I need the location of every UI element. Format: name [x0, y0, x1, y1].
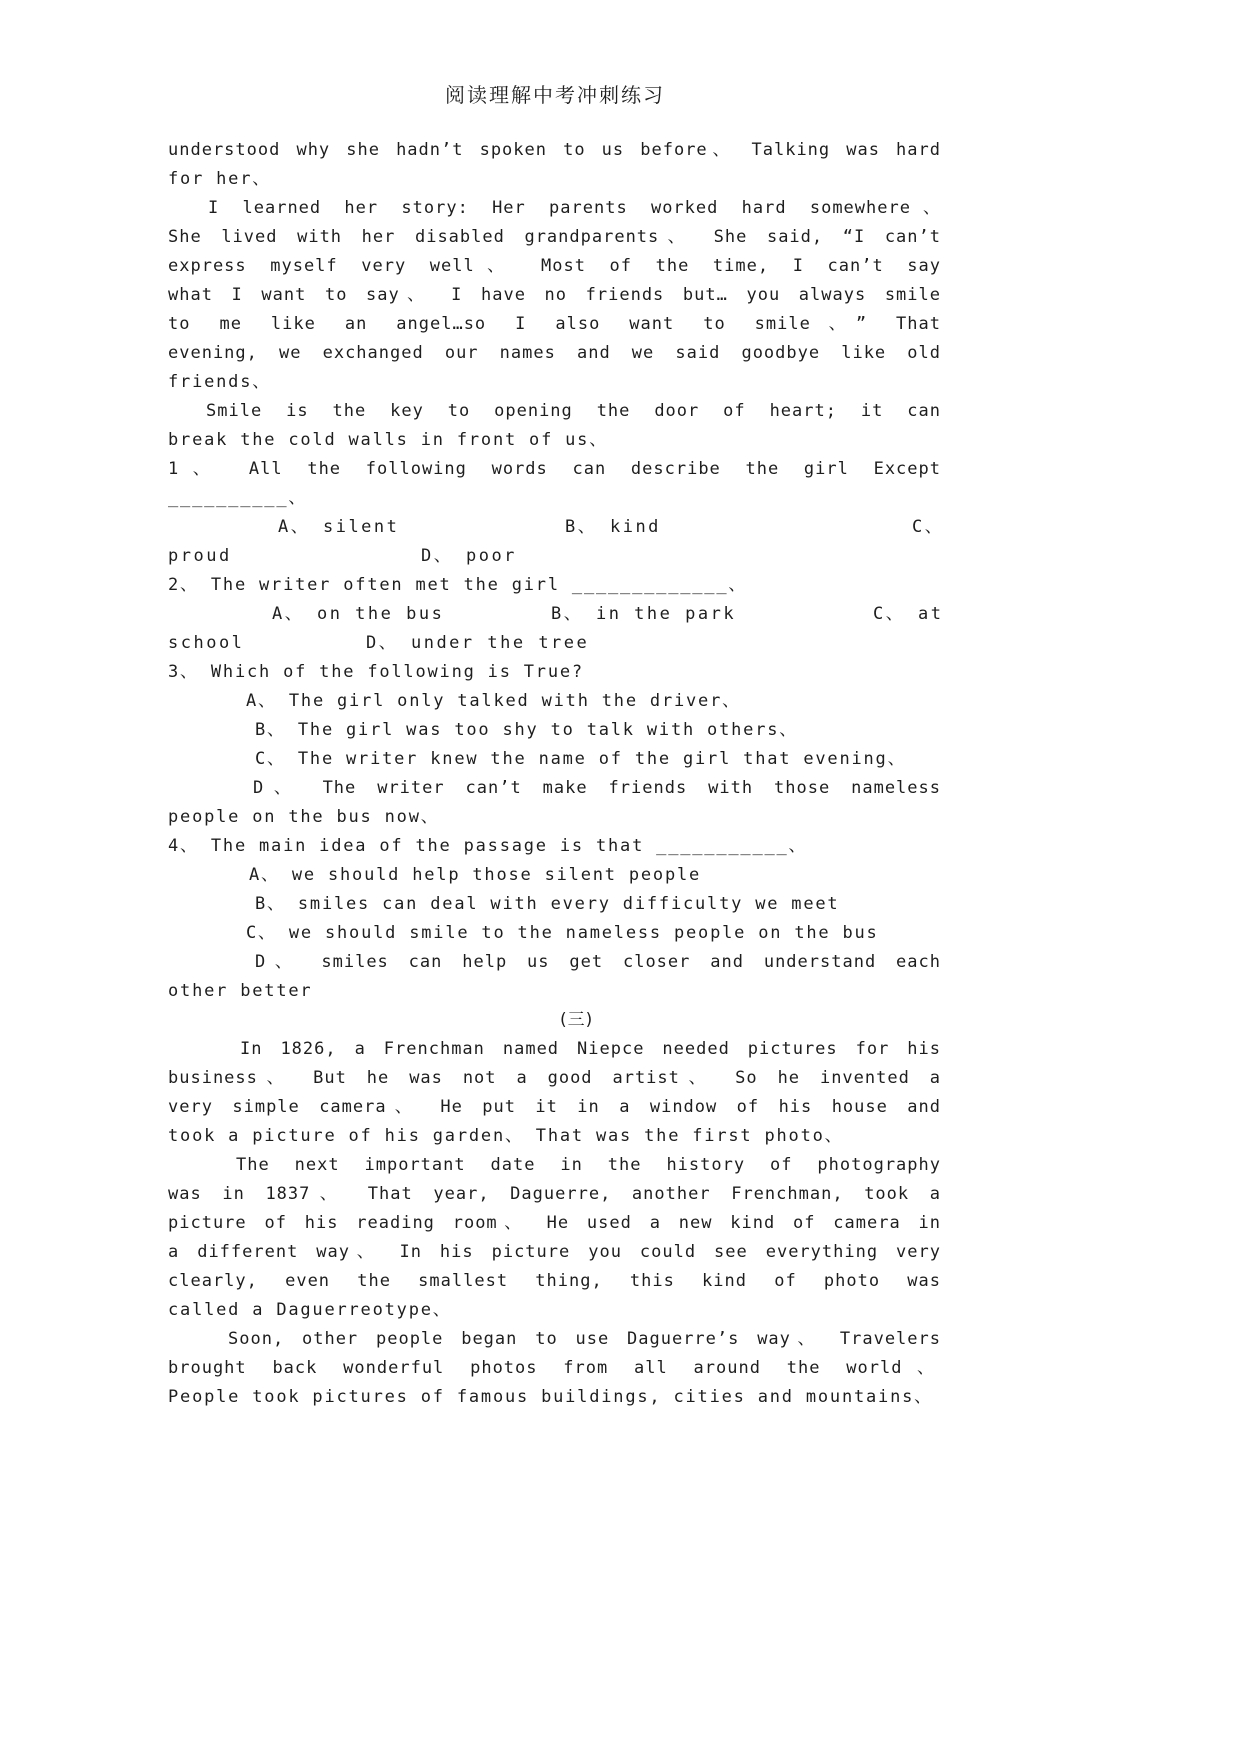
- question-3-option-d-cont: people on the bus now、: [168, 807, 440, 827]
- passage-line: friends、: [168, 372, 272, 392]
- question-4-stem: 4、 The main idea of the passage is that ___________、: [168, 836, 808, 856]
- passage-line: to me like an angel…so I also want to smile、” That: [168, 314, 941, 334]
- question-4-option-b: B、 smiles can deal with every difficulty we meet: [255, 894, 840, 914]
- passage-line: break the cold walls in front of us、: [168, 430, 609, 450]
- passage-line: The next important date in the history of photography: [236, 1155, 941, 1175]
- question-1-options-row-1: [168, 513, 945, 542]
- question-1-blank: __________、: [168, 488, 308, 508]
- question-2-option-a: A、 on the bus: [272, 604, 445, 624]
- question-2-option-c-text: school: [168, 633, 245, 653]
- passage-line: I learned her story: Her parents worked hard somewhere、: [208, 198, 941, 218]
- question-1-option-b: B、 kind: [565, 517, 661, 537]
- passage-line: understood why she hadn’t spoken to us before、 Talking was hard: [168, 140, 941, 160]
- question-3-option-d: D、 The writer can’t make friends with those nameless: [253, 778, 941, 798]
- section-3-heading-row: [168, 1006, 941, 1035]
- question-1-option-c-label: C、: [912, 517, 945, 537]
- passage-line: clearly, even the smallest thing, this kind of photo was: [168, 1271, 941, 1291]
- passage-line: In 1826, a Frenchman named Niepce needed pictures for his: [240, 1039, 941, 1059]
- question-2-option-c-label: C、 at: [873, 604, 944, 624]
- question-4-option-d: D、 smiles can help us get closer and understand each: [255, 952, 941, 972]
- question-1-option-d: D、 poor: [421, 546, 517, 566]
- passage-line: evening, we exchanged our names and we said goodbye like old: [168, 343, 941, 363]
- question-1-option-a: A、 silent: [278, 517, 400, 537]
- question-2-options-row-1: [168, 600, 944, 629]
- page-title: 阅读理解中考冲刺练习: [445, 83, 665, 107]
- question-3-option-c: C、 The writer knew the name of the girl that evening、: [255, 749, 907, 769]
- question-4-option-c: C、 we should smile to the nameless people on the bus: [246, 923, 879, 943]
- passage-line: She lived with her disabled grandparents、 She said, “I can’t: [168, 227, 941, 247]
- passage-line: express myself very well、 Most of the time, I can’t say: [168, 256, 941, 276]
- question-3-option-a: A、 The girl only talked with the driver、: [246, 691, 741, 711]
- passage-line: what I want to say、 I have no friends but… you always smile: [168, 285, 941, 305]
- passage-line: People took pictures of famous buildings, cities and mountains、: [168, 1387, 933, 1407]
- passage-line: picture of his reading room、 He used a new kind of camera in: [168, 1213, 941, 1233]
- question-2-stem: 2、 The writer often met the girl _____________、: [168, 575, 748, 595]
- question-1-options-row-2: [168, 542, 941, 571]
- question-1-option-c-text: proud: [168, 546, 232, 566]
- question-4-option-a: A、 we should help those silent people: [249, 865, 702, 885]
- passage-line: brought back wonderful photos from all around the world、: [168, 1358, 935, 1378]
- passage-line: very simple camera、 He put it in a window of his house and: [168, 1097, 941, 1117]
- passage-line: called a Daguerreotype、: [168, 1300, 452, 1320]
- question-1-stem: 1、 All the following words can describe the girl Except: [168, 459, 941, 479]
- passage-line: for her、: [168, 169, 272, 189]
- passage-line: a different way、 In his picture you could see everything very: [168, 1242, 941, 1262]
- question-2-option-d: D、 under the tree: [366, 633, 590, 653]
- passage-line: Soon, other people began to use Daguerre’s way、 Travelers: [228, 1329, 941, 1349]
- question-2-option-b: B、 in the park: [551, 604, 737, 624]
- section-3-heading: (三): [560, 1010, 594, 1030]
- passage-line: Smile is the key to opening the door of heart; it can: [206, 401, 941, 421]
- document-body: [168, 136, 945, 1412]
- passage-line: took a picture of his garden、 That was the first photo、: [168, 1126, 844, 1146]
- passage-line: was in 1837、 That year, Daguerre, another Frenchman, took a: [168, 1184, 941, 1204]
- question-3-stem: 3、 Which of the following is True?: [168, 662, 584, 682]
- question-3-option-b: B、 The girl was too shy to talk with others、: [255, 720, 799, 740]
- question-4-option-d-cont: other better: [168, 981, 313, 1001]
- question-2-options-row-2: [168, 629, 941, 658]
- passage-line: business、 But he was not a good artist、 So he invented a: [168, 1068, 941, 1088]
